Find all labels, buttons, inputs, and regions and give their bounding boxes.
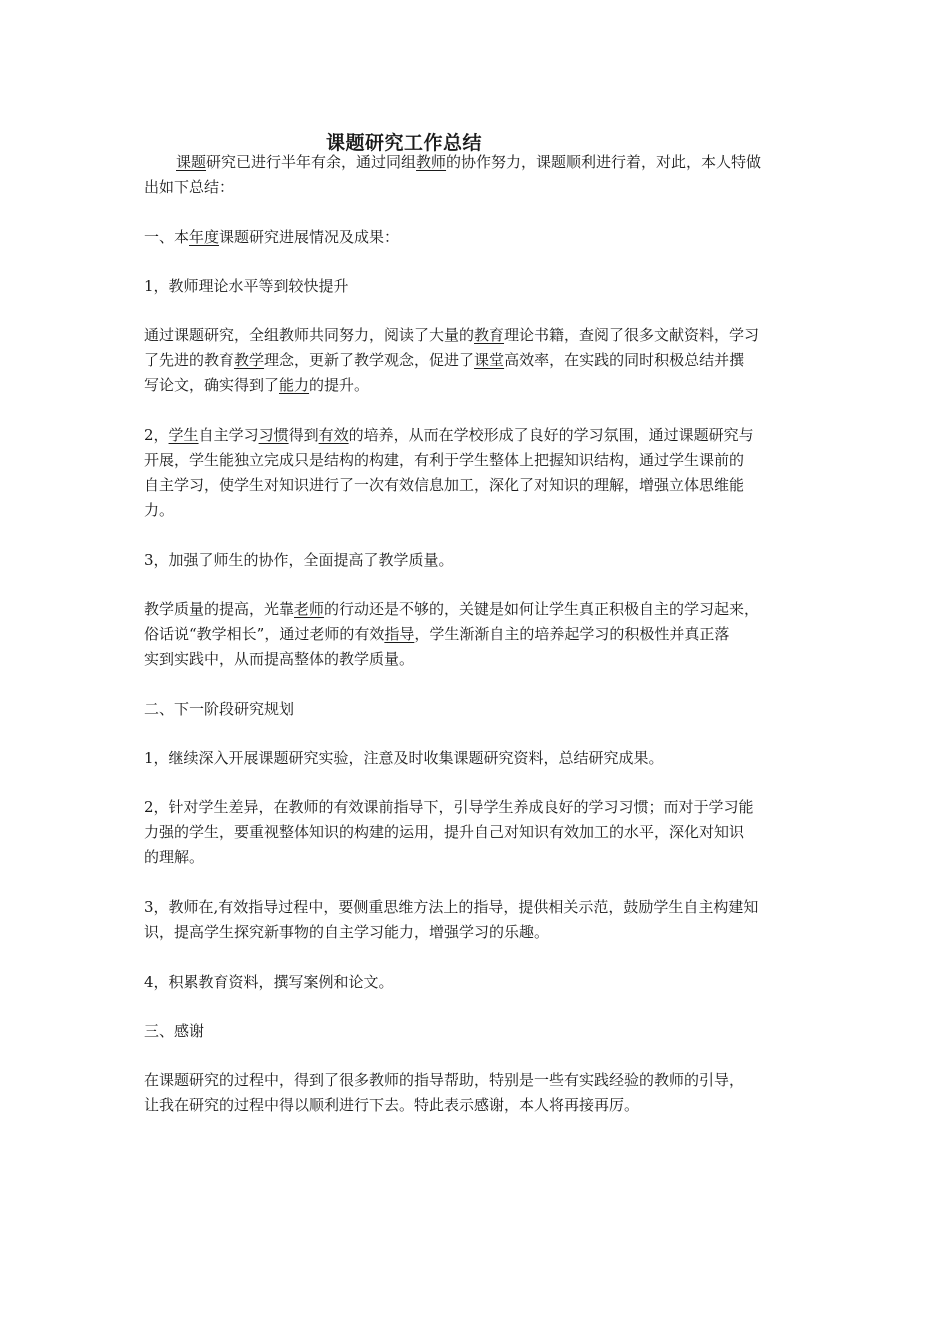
section-heading-1: 一、本年度课题研究进展情况及成果： <box>144 228 400 246</box>
underlined-word: 老师 <box>294 600 325 618</box>
plan-item-1: 1，继续深入开展课题研究实验，注意及时收集课题研究资料，总结研究成果。 <box>144 749 664 767</box>
underlined-word: 学生 <box>168 426 199 444</box>
point-1-heading: 1，教师理论水平等到较快提升 <box>144 277 349 295</box>
section-heading-2: 二、下一阶段研究规划 <box>144 700 295 718</box>
section-heading-3: 三、感谢 <box>144 1022 205 1040</box>
plan-item-2: 2，针对学生差异，在教师的有效课前指导下，引导学生养成良好的学习习惯；而对于学习能 力强的学生，要重视整体知识的构建的运用，提升自己对知识有效加工的水平，深化对知识 的理解。 <box>144 798 754 866</box>
underlined-word: 指导 <box>384 625 415 643</box>
point-3-paragraph: 教学质量的提高，光靠老师的行动还是不够的，关键是如何让学生真正积极自主的学习起来， 俗话说“教学相长”，通过老师的有效指导，学生渐渐自主的培养起学习的积极性并真正落 实到实践中，从而提高整体的教学质量。 <box>144 600 760 668</box>
plan-item-4: 4，积累教育资料，撰写案例和论文。 <box>144 973 394 991</box>
underlined-word: 教师 <box>416 153 447 171</box>
thanks-paragraph: 在课题研究的过程中，得到了很多教师的指导帮助，特别是一些有实践经验的教师的引导， 让我在研究的过程中得以顺利进行下去。特此表示感谢，本人将再接再厉。 <box>144 1071 745 1114</box>
plan-item-3: 3，教师在,有效指导过程中，要侧重思维方法上的指导，提供相关示范，鼓励学生自主构建知 识，提高学生探究新事物的自主学习能力，增强学习的乐趣。 <box>144 898 759 941</box>
underlined-word: 习惯 <box>258 426 289 444</box>
document-title: 课题研究工作总结 <box>326 132 483 154</box>
underlined-word: 课堂 <box>474 351 505 369</box>
underlined-word: 教学 <box>234 351 265 369</box>
underlined-word: 年度 <box>189 228 220 246</box>
underlined-word: 课题 <box>176 153 207 171</box>
point-1-paragraph: 通过课题研究，全组教师共同努力，阅读了大量的教育理论书籍，查阅了很多文献资料，学习 了先进的教育教学理念，更新了教学观念，促进了课堂高效率，在实践的同时积极总结并撰 写论文，确实得到了能力的提升。 <box>144 326 760 394</box>
intro-paragraph: 课题研究已进行半年有余，通过同组教师的协作努力，课题顺利进行着，对此，本人特做 出如下总结： <box>144 153 762 196</box>
underlined-word: 有效 <box>318 426 349 444</box>
point-3-heading: 3，加强了师生的协作，全面提高了教学质量。 <box>144 551 454 569</box>
underlined-word: 能力 <box>279 376 310 394</box>
underlined-word: 教育 <box>474 326 505 344</box>
point-2-paragraph: 2，学生自主学习习惯得到有效的培养，从而在学校形成了良好的学习氛围，通过课题研究与 开展，学生能独立完成只是结构的构建，有利于学生整体上把握知识结构，通过学生课前的 自主学习，使学生对知识进行了一次有效信息加工，深化了对知识的理解，增强立体思维能 力。 <box>144 426 754 519</box>
